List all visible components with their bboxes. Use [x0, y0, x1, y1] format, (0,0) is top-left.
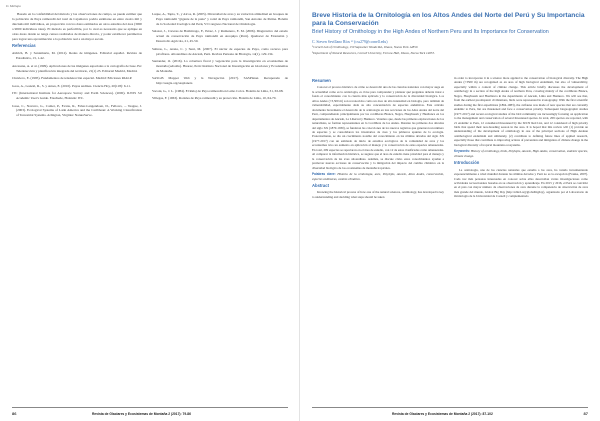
reference-item: ITC (International Institute for Aerospace Survey and Earth Sciences). (2000). ILWIS 3.0 Academic User's Guide. Enschede, Holanda: ITC.	[12, 91, 142, 101]
journal-footer: Revista de Glaciares y Ecosistemas de Montaña 2 (2017): 79-86	[92, 412, 191, 416]
author-name: C. Steven Sevillano Ríos	[312, 40, 350, 45]
running-head: D. Mallapa	[6, 4, 21, 8]
reference-item: Luque, A., Tapia, T., y Alcos, R. (2005). Diversidad de aves y su variación altitudinal en bosques de Puya raimondii "gigante de la puna" y rodal de Puya raimondii, San Antonio de Putina. Boletín de la Sociedad Zoológica del Perú, VI Congreso Nacional de Ornitología.	[152, 12, 288, 26]
left-column-2	[152, 12, 288, 104]
resumen-heading: Resumen	[312, 78, 331, 83]
author-email[interactable]: ¹² (css279@cornell.edu)	[349, 40, 388, 45]
references-heading: Referencias	[12, 43, 36, 49]
abstract-text-start: Knowing the historical process of how one of the natural sciences, ornithology, has developed is key to understanding and deciding what steps should be taken	[312, 190, 444, 199]
resumen-text: Conocer el proceso histórico de cómo se desarrolló una de las ciencias naturales con mayor auge en la actualidad como es la ornitología, es clave para comprender y plantear qué preguntas debería tratar a fondo el conocimiento con la ciencia más aplicada y la conservación de la diversidad biológica. Los Altos Andes (>3,500 m) son reconocidos como un área de alta intensidad en biología, pero también de vulnerabilidad, especialmente dada su alta concentración de especies endémicas. Este artículo documenta brevemente el desarrollo de la ornitología en tres secciones de los Altos Andes del norte del Perú, comprendiendo principalmente por las cordilleras Blanca, Negra, Huayhuash y Huallanca en los departamentos de Ancash, La Libertad y Huánuco. Veremos que, desde las primeras exploraciones de los naturalistas, se forman representantes en la Cordillera de los Andes. Durante las primeras dos décadas del siglo XX (1870-1930), se fundaron las colecciones de los nuevos registros que generaron un número de especies y se consolidaron los inventarios de aves y los primeros apuntes de la ecología. Posteriormente, se dio un crecimiento notable del conocimiento en las últimas décadas del siglo XX (1977-2017) con un estimado de inicio de estudios ecológicos de la comunidad de aves y los ecosistemas tuvo un aumento en aplicación al manejo y la conservación de estas especies amenazadas. En total, 209 especies se reportaron en el área de estudio, con 12 de estas clasificadas como amenazadas. Al comparar la información histórica, se sugiere que el área de estudio tiene prioridad para el manejo y la conservación de las aves altoandinas. Además, se discute cómo estos conocimientos ayudan a promover nuevas acciones de conservación y la mitigación del impacto del cambio climático en la diversidad biológica de los ecosistemas de montaña tropicales.	[312, 85, 444, 170]
affiliation-2: ²Department of Natural Resources, Cornell University, Fernow Hall, Ithaca, Nueva York 14853.	[312, 50, 435, 55]
reference-item: Santander, O. (2016). La cobertura floral y vegetación para la investigación en ecosistemas de montaña (sebaldo). Huaraz, Perú: Instituto Nacional de Investigación en Glaciares y Ecosistemas de Montaña.	[152, 59, 288, 73]
reference-item: Aldrich, B. y Santamaria, M. (2012). Redes de imágenes. Editorial español. Revista de Estadística, 13, 1-42.	[12, 51, 142, 61]
article-header	[312, 12, 588, 55]
affiliation-1: ¹Cornell Lab of Ornithology, 159 Sapsucker Woods Rd., Ithaca, Nueva York 14850.	[312, 45, 419, 50]
reference-item: Ancasana, A. et al. (1999). Aplicaciones de las imágenes espaciales a la cartografía de base. En: Teledetección y planificación integrada del territorio, 21(1) 23. Editorial Madrid, Madrid.	[12, 63, 142, 73]
right-column-1	[312, 76, 444, 201]
reference-item: Villegas, F. (1963). Rodales de Puya raimondii y su protección. Boletín de Lima, 10, 64-70.	[152, 96, 277, 101]
right-page	[300, 0, 600, 421]
journal-footer: Revista de Glaciares y Ecosistemas de Montaña 2 (2017): 87-102	[392, 412, 493, 416]
reference-item: Vaconi, G., J. L. (1984). El Reloj de Puya raimondii en Lamo Colca. Boletín de Lima, 31, 63-68.	[152, 88, 284, 93]
footer-rule	[12, 407, 288, 408]
page-number: 86	[12, 411, 17, 416]
right-column-2	[454, 76, 588, 201]
keywords-text: History of ornithology, birds, Polylepis, Ancash, High Andes, conservation, endemic species, climate change.	[454, 149, 588, 158]
intro-heading: Introducción	[454, 160, 480, 166]
reference-item: Chuvieco, E. (1995). Fundamentos de teledetección espacial. Madrid: Ediciones RIALP.	[12, 76, 132, 81]
conclusion-paragraph: Basado en la confiabilidad del método y las observaciones de campo, se puede estimar que la población de Puya raimondii del total de Cajamarca podría estimarse en entre cuatro mil y dieciséis mil individuos, en proporción con los datos estimados en otros estudios del área (3000 a 9000 individuos tales). El método es perfectible, por lo cual es necesario que se aplique en otras áreas donde se tenga censos realizados de manera directa, y poder establecer parámetros para lograr una aproximación a la población real a un mayor escala.	[12, 12, 142, 41]
reference-item: Salinas, L., Arana, C. y Suni, M. (2007). El néctar de especies de Puya, como recurso para picaflores. Altoandinos de Ancash, Perú. Revista Peruana de Biología, 14(1), 129-134.	[152, 46, 288, 56]
palabras-label: Palabras clave:	[312, 172, 336, 177]
abstract-heading: Abstract	[312, 182, 329, 188]
reference-item: Salazar, J., Cáceres de Baldárrago, F., Pérez, J. y Rumanaro, E. M. (2006). Diagnóstico del estado actual de conservación de Puya raimondii en Arequipa (Perú). Quehacer de Extensión y Desarrollo Agrícola, 21, 45-50.	[152, 29, 288, 44]
abstract-text-continued: in order to incorporate it in a science more applied to the conservation of biological diversity. The High Andes (>3500 m) are recognized as an area of high biological endemism, but also of vulnerability, especially within a context of climate change. This article briefly discusses the development of ornithology in a section of the high Andes of northern Peru, covering mainly of the cordilleras Blanca, Negra, Huayhuash and Huallanca in the departments of Ancash, Lima and Huánuco. We will see that, from the earliest pre-hispanic civilizations, birds were represented in iconography. With the first scientific studies during the first expeditions (1864-1983), the avifauna was made of new species that are currently endemic to Peru, but are threatened and face a conservation priority. Subsequent biogeographic studies (1977-2017) and recent ecological studies of the bird community are increasingly focusing on application to the management and conservation of several threatened species. In total, 209 species are reported, with 21 endemic to Peru, 12 considered threatened by the IUCN Red List, and 12 considered of high priority birds that spend their non-breeding season in the area. It is hoped that this review will (1) provide an understanding of the development of ornithology in one of the principal sections of High Andean ornithological endemism and ultimately, (2) contribute to defining future lines of applied research, especially those that contribute to improving actions of prevention and mitigation of climate change in the biological diversity of tropical mountain ecosystems.	[454, 76, 588, 147]
palabras-text: Historia de la ornitología, aves, Polylepis, Ancash, Altos Andes, conservación, especies endémicas, cambio climático.	[312, 172, 445, 181]
keywords	[454, 149, 588, 158]
keywords-label: Keywords:	[454, 149, 471, 154]
article-subtitle: Brief History of Ornithology in the High Andes of Northern Peru and Its Importance for Conservation	[312, 29, 549, 36]
intro-text: La ornitología, una de las ciencias naturales que estudia a las aves, ha venido incrementando exponencialmente a nivel mundial durante las últimas décadas y Perú no es la excepción (Franke, 2007). Cada vez más personas interesadas en conocer sobre ellas desarrollan varias investigaciones como actividades recreacionales basadas en su observación y aprendizaje. En 2015 y 2016, el Perú se convirtió en el país con mayor número de observaciones de aves durante la competencia de observación de aves más grande del mundo, Global Big Day (http://ebird.org/globalbigday), organizado por el Laboratorio de Ornitología de la Universidad de Cornell y complementado	[454, 167, 588, 199]
left-column-1	[12, 12, 142, 121]
palabras-clave	[312, 172, 444, 181]
article-title: Breve Historia de la Ornitología en los Altos Andes del Norte del Perú y Su Importancia para la Conservación	[312, 12, 585, 28]
author-line	[312, 40, 588, 44]
page-number: 87	[583, 411, 588, 416]
reference-item: Gaos, A., Gonzal, R., S. y Arnes, E. (2010). Puyas andinas. Ciencia Hoy, 20(118): 6-11.	[12, 83, 131, 88]
reference-item: SASGIS Mapper Web y la Navegación (2017). SASPlanet. Recuperado de http://sasgis.org/sasplaneta	[152, 76, 288, 86]
footer-rule	[312, 407, 588, 408]
reference-item: Josse, C., Navarro, G., Comer, P., Evans, R., Faber-Langendoen, D., Fellows, ... Teague, J. (2003). Ecological Systems of Latin America and the Caribbean: A Working Classification of Terrestrial Systems. Arlington, Virginia: NatureServe.	[12, 103, 142, 118]
